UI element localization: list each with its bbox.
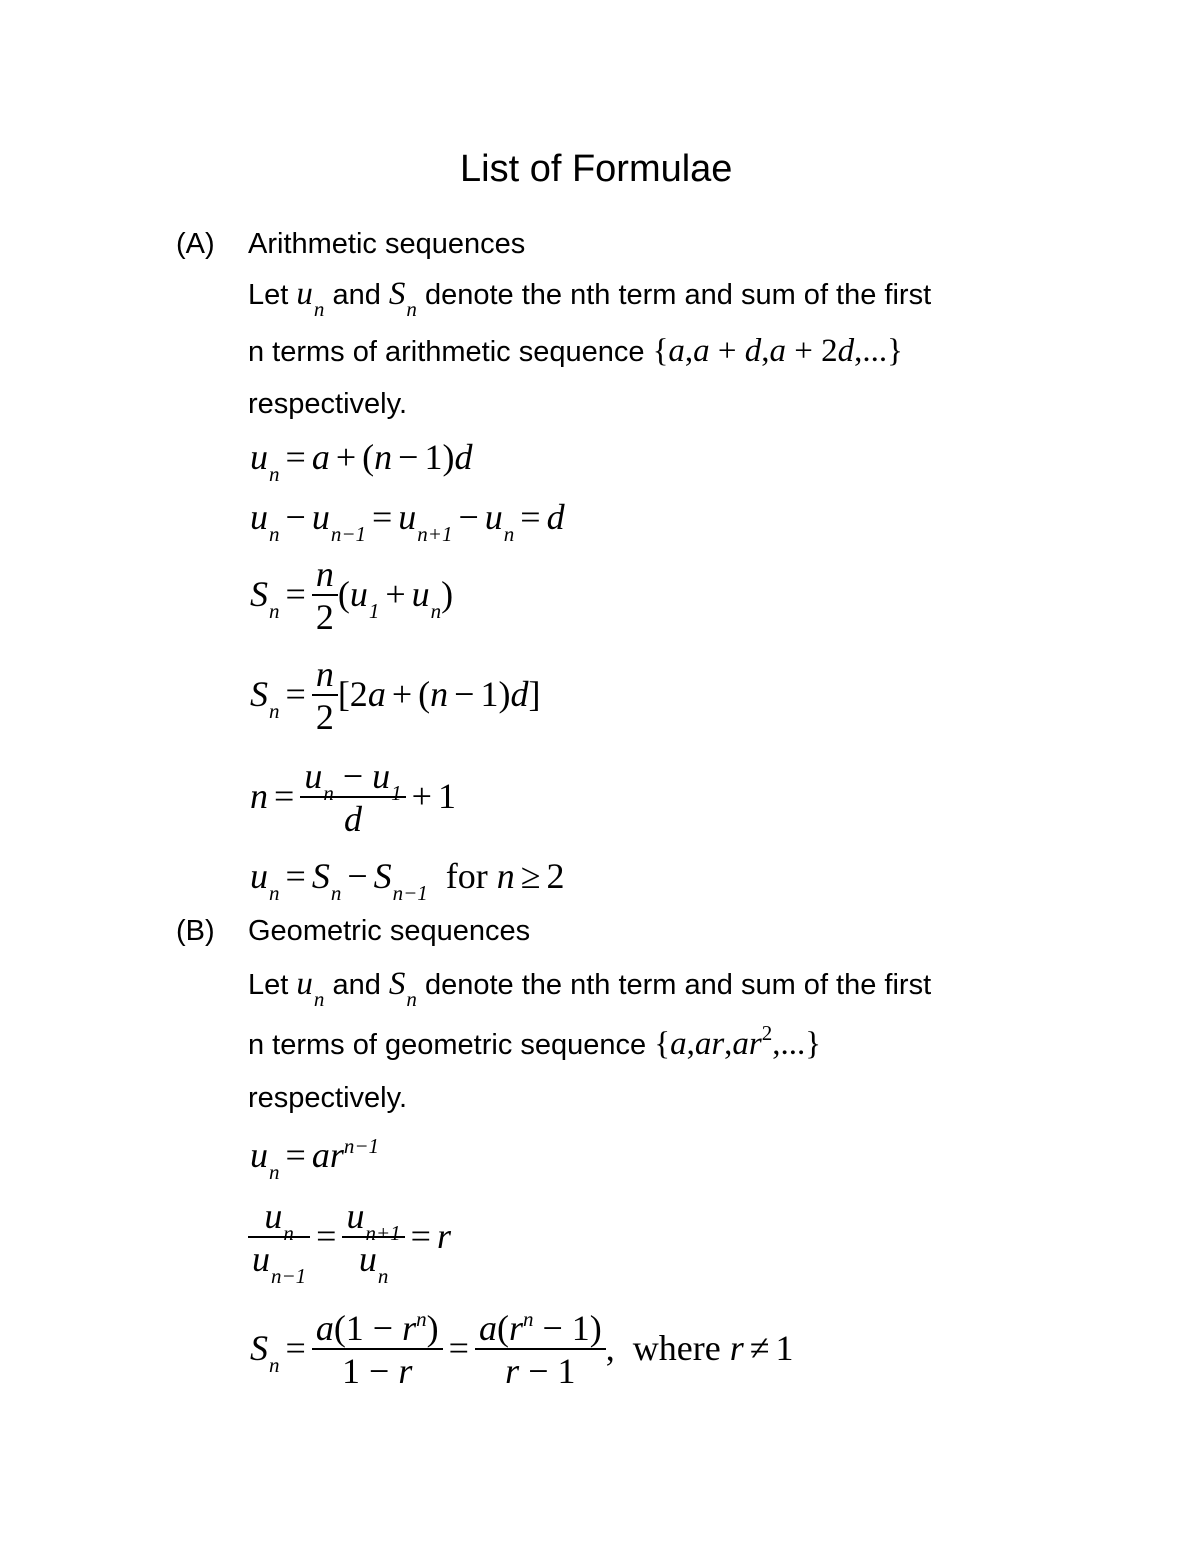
section-b-intro-line2: n terms of geometric sequence $\{a,ar,ar^2,...\}$ bbox=[248, 1021, 822, 1062]
section-a-label: (A) bbox=[176, 228, 215, 260]
formula-a5-number-of-terms: n = $\frac{u_n - u_1}{d}$ + 1 bbox=[250, 756, 456, 839]
section-a-intro-line2: n terms of arithmetic sequence {a,a + d,a + 2d,...} bbox=[248, 333, 904, 369]
formula-a1-nth-term: $u_n = a + (n - 1)d$ bbox=[250, 437, 473, 486]
formula-a3-sum-terms: $S_n$ = $\frac{n}{2}$ $(u_1 + u_n)$ bbox=[250, 554, 454, 637]
section-a-intro-line3: respectively. bbox=[248, 388, 408, 420]
formula-a4-sum-first-term: $S_n$ = $\frac{n}{2}$ [2a + (n − 1)d] bbox=[250, 654, 541, 737]
section-b-intro-line1: Let $u_n$ and $S_n$ denote the nth term and sum of the first bbox=[248, 966, 932, 1011]
formula-b2-common-ratio: $\frac{u_n}{u_{n-1}}$ = $\frac{u_{n+1}}{u_n}$ = r bbox=[248, 1198, 451, 1281]
section-b-intro-line3: respectively. bbox=[248, 1082, 408, 1114]
section-b-label: (B) bbox=[176, 915, 215, 947]
page-title: List of Formulae bbox=[460, 148, 733, 190]
formula-a2-common-difference: $u_n - u_{n-1} = u_{n+1} - u_n = d$ bbox=[250, 497, 565, 546]
formula-a6-term-from-sums: $u_n = S_n - S_{n-1}$ for n ≥ 2 bbox=[250, 856, 565, 905]
formula-b3-sum-terms: $S_n$ = $\frac{a(1 - r^n)}{1 - r}$ = $\frac{a(r^n - 1)}{r - 1}$ , where r ≠ 1 bbox=[250, 1307, 794, 1391]
section-b-heading: Geometric sequences bbox=[248, 915, 531, 947]
section-a-heading: Arithmetic sequences bbox=[248, 228, 526, 260]
section-a-intro-line1: Let $u_n$ and $S_n$ denote the nth term and sum of the first bbox=[248, 276, 932, 321]
formula-b1-nth-term: $u_n = ar^{n-1}$ bbox=[250, 1134, 379, 1184]
